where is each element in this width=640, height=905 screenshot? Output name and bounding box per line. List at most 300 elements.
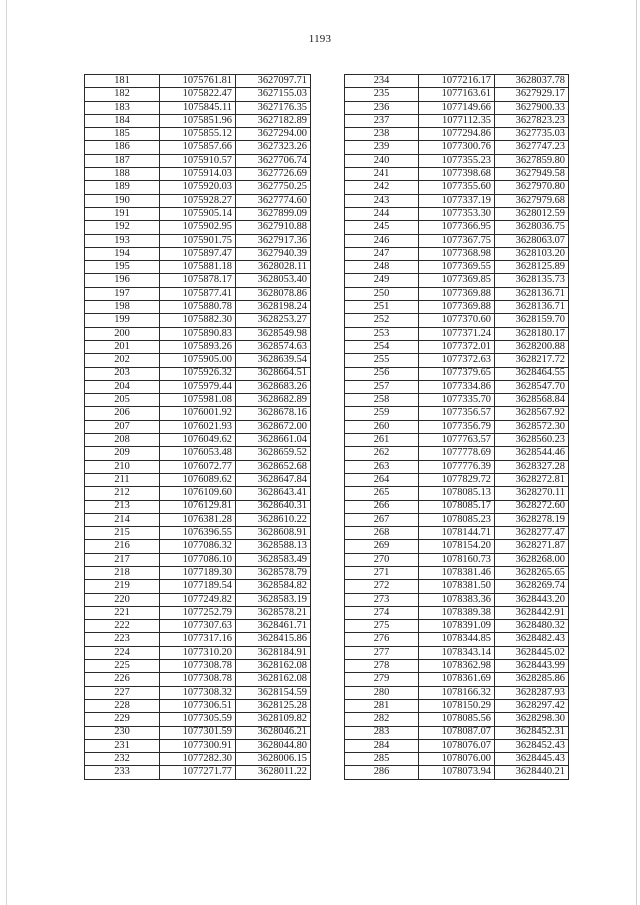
x-coordinate-cell: 1077368.98 [419, 247, 495, 260]
x-coordinate-cell: 1077776.39 [419, 460, 495, 473]
table-row [345, 340, 569, 353]
table-row [345, 128, 569, 141]
y-coordinate-cell: 3628659.52 [236, 447, 311, 460]
y-coordinate-cell: 3628547.70 [495, 380, 569, 393]
y-coordinate-cell: 3628028.11 [236, 261, 311, 274]
table-row [345, 766, 569, 779]
table-row [85, 739, 311, 752]
x-coordinate-cell: 1076001.92 [160, 407, 236, 420]
table-row [85, 340, 311, 353]
x-coordinate-cell: 1076072.77 [160, 460, 236, 473]
y-coordinate-cell: 3628103.20 [495, 247, 569, 260]
point-id-cell: 198 [85, 301, 160, 314]
point-id-cell: 226 [85, 673, 160, 686]
x-coordinate-cell: 1076089.62 [160, 473, 236, 486]
table-row [345, 207, 569, 220]
y-coordinate-cell: 3628464.55 [495, 367, 569, 380]
y-coordinate-cell: 3628200.88 [495, 340, 569, 353]
y-coordinate-cell: 3628180.17 [495, 327, 569, 340]
y-coordinate-cell: 3628639.54 [236, 354, 311, 367]
y-coordinate-cell: 3627155.03 [236, 88, 311, 101]
x-coordinate-cell: 1078166.32 [419, 686, 495, 699]
point-id-cell: 263 [345, 460, 419, 473]
x-coordinate-cell: 1077353.30 [419, 207, 495, 220]
point-id-cell: 250 [345, 287, 419, 300]
table-row [85, 367, 311, 380]
point-id-cell: 193 [85, 234, 160, 247]
table-row [345, 726, 569, 739]
table-row [85, 114, 311, 127]
x-coordinate-cell: 1078362.98 [419, 660, 495, 673]
y-coordinate-cell: 3628270.11 [495, 487, 569, 500]
x-coordinate-cell: 1078389.38 [419, 606, 495, 619]
point-id-cell: 187 [85, 154, 160, 167]
point-id-cell: 270 [345, 553, 419, 566]
y-coordinate-cell: 3628661.04 [236, 434, 311, 447]
point-id-cell: 197 [85, 287, 160, 300]
x-coordinate-cell: 1078144.71 [419, 527, 495, 540]
y-coordinate-cell: 3627706.74 [236, 154, 311, 167]
table-row [85, 261, 311, 274]
y-coordinate-cell: 3628162.08 [236, 660, 311, 673]
y-coordinate-cell: 3627917.36 [236, 234, 311, 247]
y-coordinate-cell: 3628664.51 [236, 367, 311, 380]
point-id-cell: 238 [345, 128, 419, 141]
table-row [345, 739, 569, 752]
table-row [85, 247, 311, 260]
point-id-cell: 242 [345, 181, 419, 194]
y-coordinate-cell: 3628643.41 [236, 487, 311, 500]
point-id-cell: 284 [345, 739, 419, 752]
y-coordinate-cell: 3627182.89 [236, 114, 311, 127]
x-coordinate-cell: 1075897.47 [160, 247, 236, 260]
x-coordinate-cell: 1075855.12 [160, 128, 236, 141]
x-coordinate-cell: 1077306.51 [160, 699, 236, 712]
x-coordinate-cell: 1078391.09 [419, 620, 495, 633]
point-id-cell: 249 [345, 274, 419, 287]
table-row [345, 141, 569, 154]
x-coordinate-cell: 1077086.32 [160, 540, 236, 553]
y-coordinate-cell: 3627735.03 [495, 128, 569, 141]
point-id-cell: 265 [345, 487, 419, 500]
point-id-cell: 282 [345, 713, 419, 726]
x-coordinate-cell: 1076129.81 [160, 500, 236, 513]
table-row [85, 314, 311, 327]
y-coordinate-cell: 3627747.23 [495, 141, 569, 154]
point-id-cell: 259 [345, 407, 419, 420]
table-row [85, 527, 311, 540]
point-id-cell: 220 [85, 593, 160, 606]
y-coordinate-cell: 3628415.86 [236, 633, 311, 646]
table-row [345, 181, 569, 194]
y-coordinate-cell: 3628036.75 [495, 221, 569, 234]
x-coordinate-cell: 1078076.00 [419, 753, 495, 766]
table-row [345, 234, 569, 247]
table-row [85, 766, 311, 779]
table-row [345, 473, 569, 486]
x-coordinate-cell: 1077369.88 [419, 301, 495, 314]
table-row [345, 580, 569, 593]
y-coordinate-cell: 3628442.91 [495, 606, 569, 619]
x-coordinate-cell: 1075910.57 [160, 154, 236, 167]
table-row [345, 606, 569, 619]
x-coordinate-cell: 1077086.10 [160, 553, 236, 566]
point-id-cell: 258 [345, 394, 419, 407]
table-row [345, 261, 569, 274]
table-row [345, 420, 569, 433]
table-row [345, 274, 569, 287]
point-id-cell: 268 [345, 527, 419, 540]
table-row [85, 646, 311, 659]
x-coordinate-cell: 1077778.69 [419, 447, 495, 460]
x-coordinate-cell: 1075877.41 [160, 287, 236, 300]
table-row [345, 553, 569, 566]
x-coordinate-cell: 1077310.20 [160, 646, 236, 659]
x-coordinate-cell: 1078085.23 [419, 513, 495, 526]
point-id-cell: 208 [85, 434, 160, 447]
point-id-cell: 243 [345, 194, 419, 207]
y-coordinate-cell: 3628567.92 [495, 407, 569, 420]
y-coordinate-cell: 3628327.28 [495, 460, 569, 473]
table-row [85, 673, 311, 686]
table-row [345, 686, 569, 699]
x-coordinate-cell: 1077271.77 [160, 766, 236, 779]
y-coordinate-cell: 3628682.89 [236, 394, 311, 407]
x-coordinate-cell: 1075926.32 [160, 367, 236, 380]
y-coordinate-cell: 3628640.31 [236, 500, 311, 513]
y-coordinate-cell: 3628443.99 [495, 660, 569, 673]
x-coordinate-cell: 1077370.60 [419, 314, 495, 327]
x-coordinate-cell: 1078085.56 [419, 713, 495, 726]
x-coordinate-cell: 1077355.23 [419, 154, 495, 167]
table-row [345, 247, 569, 260]
y-coordinate-cell: 3628136.71 [495, 287, 569, 300]
point-id-cell: 224 [85, 646, 160, 659]
point-id-cell: 254 [345, 340, 419, 353]
point-id-cell: 216 [85, 540, 160, 553]
y-coordinate-cell: 3628125.89 [495, 261, 569, 274]
point-id-cell: 272 [345, 580, 419, 593]
y-coordinate-cell: 3627899.09 [236, 207, 311, 220]
y-coordinate-cell: 3628006.15 [236, 753, 311, 766]
table-row [85, 487, 311, 500]
x-coordinate-cell: 1078383.36 [419, 593, 495, 606]
table-row [85, 540, 311, 553]
point-id-cell: 214 [85, 513, 160, 526]
point-id-cell: 251 [345, 301, 419, 314]
x-coordinate-cell: 1077307.63 [160, 620, 236, 633]
table-row [85, 141, 311, 154]
y-coordinate-cell: 3628271.87 [495, 540, 569, 553]
x-coordinate-cell: 1077189.30 [160, 566, 236, 579]
point-id-cell: 211 [85, 473, 160, 486]
x-coordinate-cell: 1076109.60 [160, 487, 236, 500]
y-coordinate-cell: 3628198.24 [236, 301, 311, 314]
x-coordinate-cell: 1075878.17 [160, 274, 236, 287]
point-id-cell: 203 [85, 367, 160, 380]
y-coordinate-cell: 3628584.82 [236, 580, 311, 593]
table-row [345, 407, 569, 420]
table-row [345, 527, 569, 540]
y-coordinate-cell: 3628578.21 [236, 606, 311, 619]
table-row [85, 327, 311, 340]
y-coordinate-cell: 3628610.22 [236, 513, 311, 526]
point-id-cell: 230 [85, 726, 160, 739]
y-coordinate-cell: 3628269.74 [495, 580, 569, 593]
x-coordinate-cell: 1077308.32 [160, 686, 236, 699]
point-id-cell: 285 [345, 753, 419, 766]
table-row [345, 513, 569, 526]
point-id-cell: 210 [85, 460, 160, 473]
x-coordinate-cell: 1075857.66 [160, 141, 236, 154]
point-id-cell: 271 [345, 566, 419, 579]
table-row [345, 646, 569, 659]
y-coordinate-cell: 3628109.82 [236, 713, 311, 726]
point-id-cell: 233 [85, 766, 160, 779]
x-coordinate-cell: 1077189.54 [160, 580, 236, 593]
table-row [85, 473, 311, 486]
x-coordinate-cell: 1078381.46 [419, 566, 495, 579]
table-row [85, 713, 311, 726]
point-id-cell: 196 [85, 274, 160, 287]
y-coordinate-cell: 3628037.78 [495, 75, 569, 88]
point-id-cell: 240 [345, 154, 419, 167]
coordinate-table-right [344, 74, 569, 780]
point-id-cell: 184 [85, 114, 160, 127]
y-coordinate-cell: 3628482.43 [495, 633, 569, 646]
x-coordinate-cell: 1077301.59 [160, 726, 236, 739]
point-id-cell: 281 [345, 699, 419, 712]
y-coordinate-cell: 3628440.21 [495, 766, 569, 779]
table-row [85, 580, 311, 593]
y-coordinate-cell: 3627949.58 [495, 168, 569, 181]
table-row [85, 181, 311, 194]
x-coordinate-cell: 1077308.78 [160, 660, 236, 673]
y-coordinate-cell: 3628544.46 [495, 447, 569, 460]
table-row [345, 380, 569, 393]
table-row [345, 88, 569, 101]
table-row [345, 660, 569, 673]
x-coordinate-cell: 1077216.17 [419, 75, 495, 88]
point-id-cell: 228 [85, 699, 160, 712]
x-coordinate-cell: 1075920.03 [160, 181, 236, 194]
y-coordinate-cell: 3628608.91 [236, 527, 311, 540]
table-row [85, 407, 311, 420]
table-row [85, 207, 311, 220]
y-coordinate-cell: 3628135.73 [495, 274, 569, 287]
point-id-cell: 194 [85, 247, 160, 260]
table-row [85, 753, 311, 766]
x-coordinate-cell: 1075822.47 [160, 88, 236, 101]
point-id-cell: 235 [345, 88, 419, 101]
table-row [85, 287, 311, 300]
table-row [345, 154, 569, 167]
y-coordinate-cell: 3628652.68 [236, 460, 311, 473]
point-id-cell: 245 [345, 221, 419, 234]
page-left-edge [6, 0, 7, 905]
point-id-cell: 269 [345, 540, 419, 553]
y-coordinate-cell: 3628184.91 [236, 646, 311, 659]
point-id-cell: 195 [85, 261, 160, 274]
x-coordinate-cell: 1078085.13 [419, 487, 495, 500]
x-coordinate-cell: 1077369.55 [419, 261, 495, 274]
point-id-cell: 186 [85, 141, 160, 154]
point-id-cell: 190 [85, 194, 160, 207]
y-coordinate-cell: 3628583.49 [236, 553, 311, 566]
table-row [85, 593, 311, 606]
point-id-cell: 264 [345, 473, 419, 486]
table-row [345, 566, 569, 579]
y-coordinate-cell: 3627726.69 [236, 168, 311, 181]
x-coordinate-cell: 1077249.82 [160, 593, 236, 606]
table-row [345, 354, 569, 367]
y-coordinate-cell: 3628011.22 [236, 766, 311, 779]
coordinate-table-left [84, 74, 311, 780]
point-id-cell: 202 [85, 354, 160, 367]
y-coordinate-cell: 3628672.00 [236, 420, 311, 433]
y-coordinate-cell: 3628162.08 [236, 673, 311, 686]
point-id-cell: 260 [345, 420, 419, 433]
x-coordinate-cell: 1075761.81 [160, 75, 236, 88]
point-id-cell: 261 [345, 434, 419, 447]
x-coordinate-cell: 1078160.73 [419, 553, 495, 566]
x-coordinate-cell: 1078344.85 [419, 633, 495, 646]
x-coordinate-cell: 1077252.79 [160, 606, 236, 619]
y-coordinate-cell: 3628053.40 [236, 274, 311, 287]
point-id-cell: 236 [345, 101, 419, 114]
x-coordinate-cell: 1075881.18 [160, 261, 236, 274]
y-coordinate-cell: 3628678.16 [236, 407, 311, 420]
y-coordinate-cell: 3627176.35 [236, 101, 311, 114]
table-row [345, 114, 569, 127]
table-row [85, 447, 311, 460]
table-row [345, 460, 569, 473]
x-coordinate-cell: 1078381.50 [419, 580, 495, 593]
x-coordinate-cell: 1078343.14 [419, 646, 495, 659]
x-coordinate-cell: 1077367.75 [419, 234, 495, 247]
table-row [345, 633, 569, 646]
table-row [345, 314, 569, 327]
table-row [345, 540, 569, 553]
table-row [85, 686, 311, 699]
table-row [85, 620, 311, 633]
x-coordinate-cell: 1077379.65 [419, 367, 495, 380]
y-coordinate-cell: 3628574.63 [236, 340, 311, 353]
point-id-cell: 207 [85, 420, 160, 433]
x-coordinate-cell: 1077372.01 [419, 340, 495, 353]
x-coordinate-cell: 1075901.75 [160, 234, 236, 247]
table-row [85, 301, 311, 314]
table-row [85, 194, 311, 207]
point-id-cell: 252 [345, 314, 419, 327]
x-coordinate-cell: 1077366.95 [419, 221, 495, 234]
table-row [345, 713, 569, 726]
table-row [345, 168, 569, 181]
y-coordinate-cell: 3628297.42 [495, 699, 569, 712]
x-coordinate-cell: 1077300.76 [419, 141, 495, 154]
point-id-cell: 209 [85, 447, 160, 460]
x-coordinate-cell: 1076053.48 [160, 447, 236, 460]
table-row [85, 380, 311, 393]
table-row [345, 301, 569, 314]
table-row [85, 500, 311, 513]
point-id-cell: 213 [85, 500, 160, 513]
point-id-cell: 183 [85, 101, 160, 114]
point-id-cell: 191 [85, 207, 160, 220]
y-coordinate-cell: 3628287.93 [495, 686, 569, 699]
page-right-edge [636, 0, 637, 905]
point-id-cell: 241 [345, 168, 419, 181]
table-row [345, 500, 569, 513]
point-id-cell: 218 [85, 566, 160, 579]
y-coordinate-cell: 3628063.07 [495, 234, 569, 247]
table-row [345, 101, 569, 114]
point-id-cell: 219 [85, 580, 160, 593]
y-coordinate-cell: 3628445.02 [495, 646, 569, 659]
x-coordinate-cell: 1075905.00 [160, 354, 236, 367]
x-coordinate-cell: 1078087.07 [419, 726, 495, 739]
x-coordinate-cell: 1077398.68 [419, 168, 495, 181]
y-coordinate-cell: 3628461.71 [236, 620, 311, 633]
table-row [85, 75, 311, 88]
point-id-cell: 189 [85, 181, 160, 194]
x-coordinate-cell: 1077356.57 [419, 407, 495, 420]
point-id-cell: 185 [85, 128, 160, 141]
x-coordinate-cell: 1077356.79 [419, 420, 495, 433]
table-row [85, 274, 311, 287]
table-row [85, 154, 311, 167]
point-id-cell: 277 [345, 646, 419, 659]
point-id-cell: 231 [85, 739, 160, 752]
y-coordinate-cell: 3628012.59 [495, 207, 569, 220]
x-coordinate-cell: 1075914.03 [160, 168, 236, 181]
y-coordinate-cell: 3627910.88 [236, 221, 311, 234]
table-row [85, 633, 311, 646]
x-coordinate-cell: 1075902.95 [160, 221, 236, 234]
x-coordinate-cell: 1077317.16 [160, 633, 236, 646]
point-id-cell: 247 [345, 247, 419, 260]
y-coordinate-cell: 3628217.72 [495, 354, 569, 367]
y-coordinate-cell: 3628285.86 [495, 673, 569, 686]
point-id-cell: 256 [345, 367, 419, 380]
y-coordinate-cell: 3628278.19 [495, 513, 569, 526]
point-id-cell: 181 [85, 75, 160, 88]
x-coordinate-cell: 1075928.27 [160, 194, 236, 207]
x-coordinate-cell: 1075905.14 [160, 207, 236, 220]
x-coordinate-cell: 1077149.66 [419, 101, 495, 114]
x-coordinate-cell: 1077334.86 [419, 380, 495, 393]
table-row [85, 660, 311, 673]
table-row [85, 566, 311, 579]
table-row [85, 606, 311, 619]
table-row [345, 447, 569, 460]
table-row [85, 128, 311, 141]
point-id-cell: 237 [345, 114, 419, 127]
x-coordinate-cell: 1077163.61 [419, 88, 495, 101]
point-id-cell: 266 [345, 500, 419, 513]
point-id-cell: 275 [345, 620, 419, 633]
y-coordinate-cell: 3628445.43 [495, 753, 569, 766]
x-coordinate-cell: 1077337.19 [419, 194, 495, 207]
point-id-cell: 192 [85, 221, 160, 234]
x-coordinate-cell: 1075981.08 [160, 394, 236, 407]
point-id-cell: 182 [85, 88, 160, 101]
point-id-cell: 244 [345, 207, 419, 220]
point-id-cell: 248 [345, 261, 419, 274]
y-coordinate-cell: 3628578.79 [236, 566, 311, 579]
y-coordinate-cell: 3627750.25 [236, 181, 311, 194]
y-coordinate-cell: 3628265.65 [495, 566, 569, 579]
